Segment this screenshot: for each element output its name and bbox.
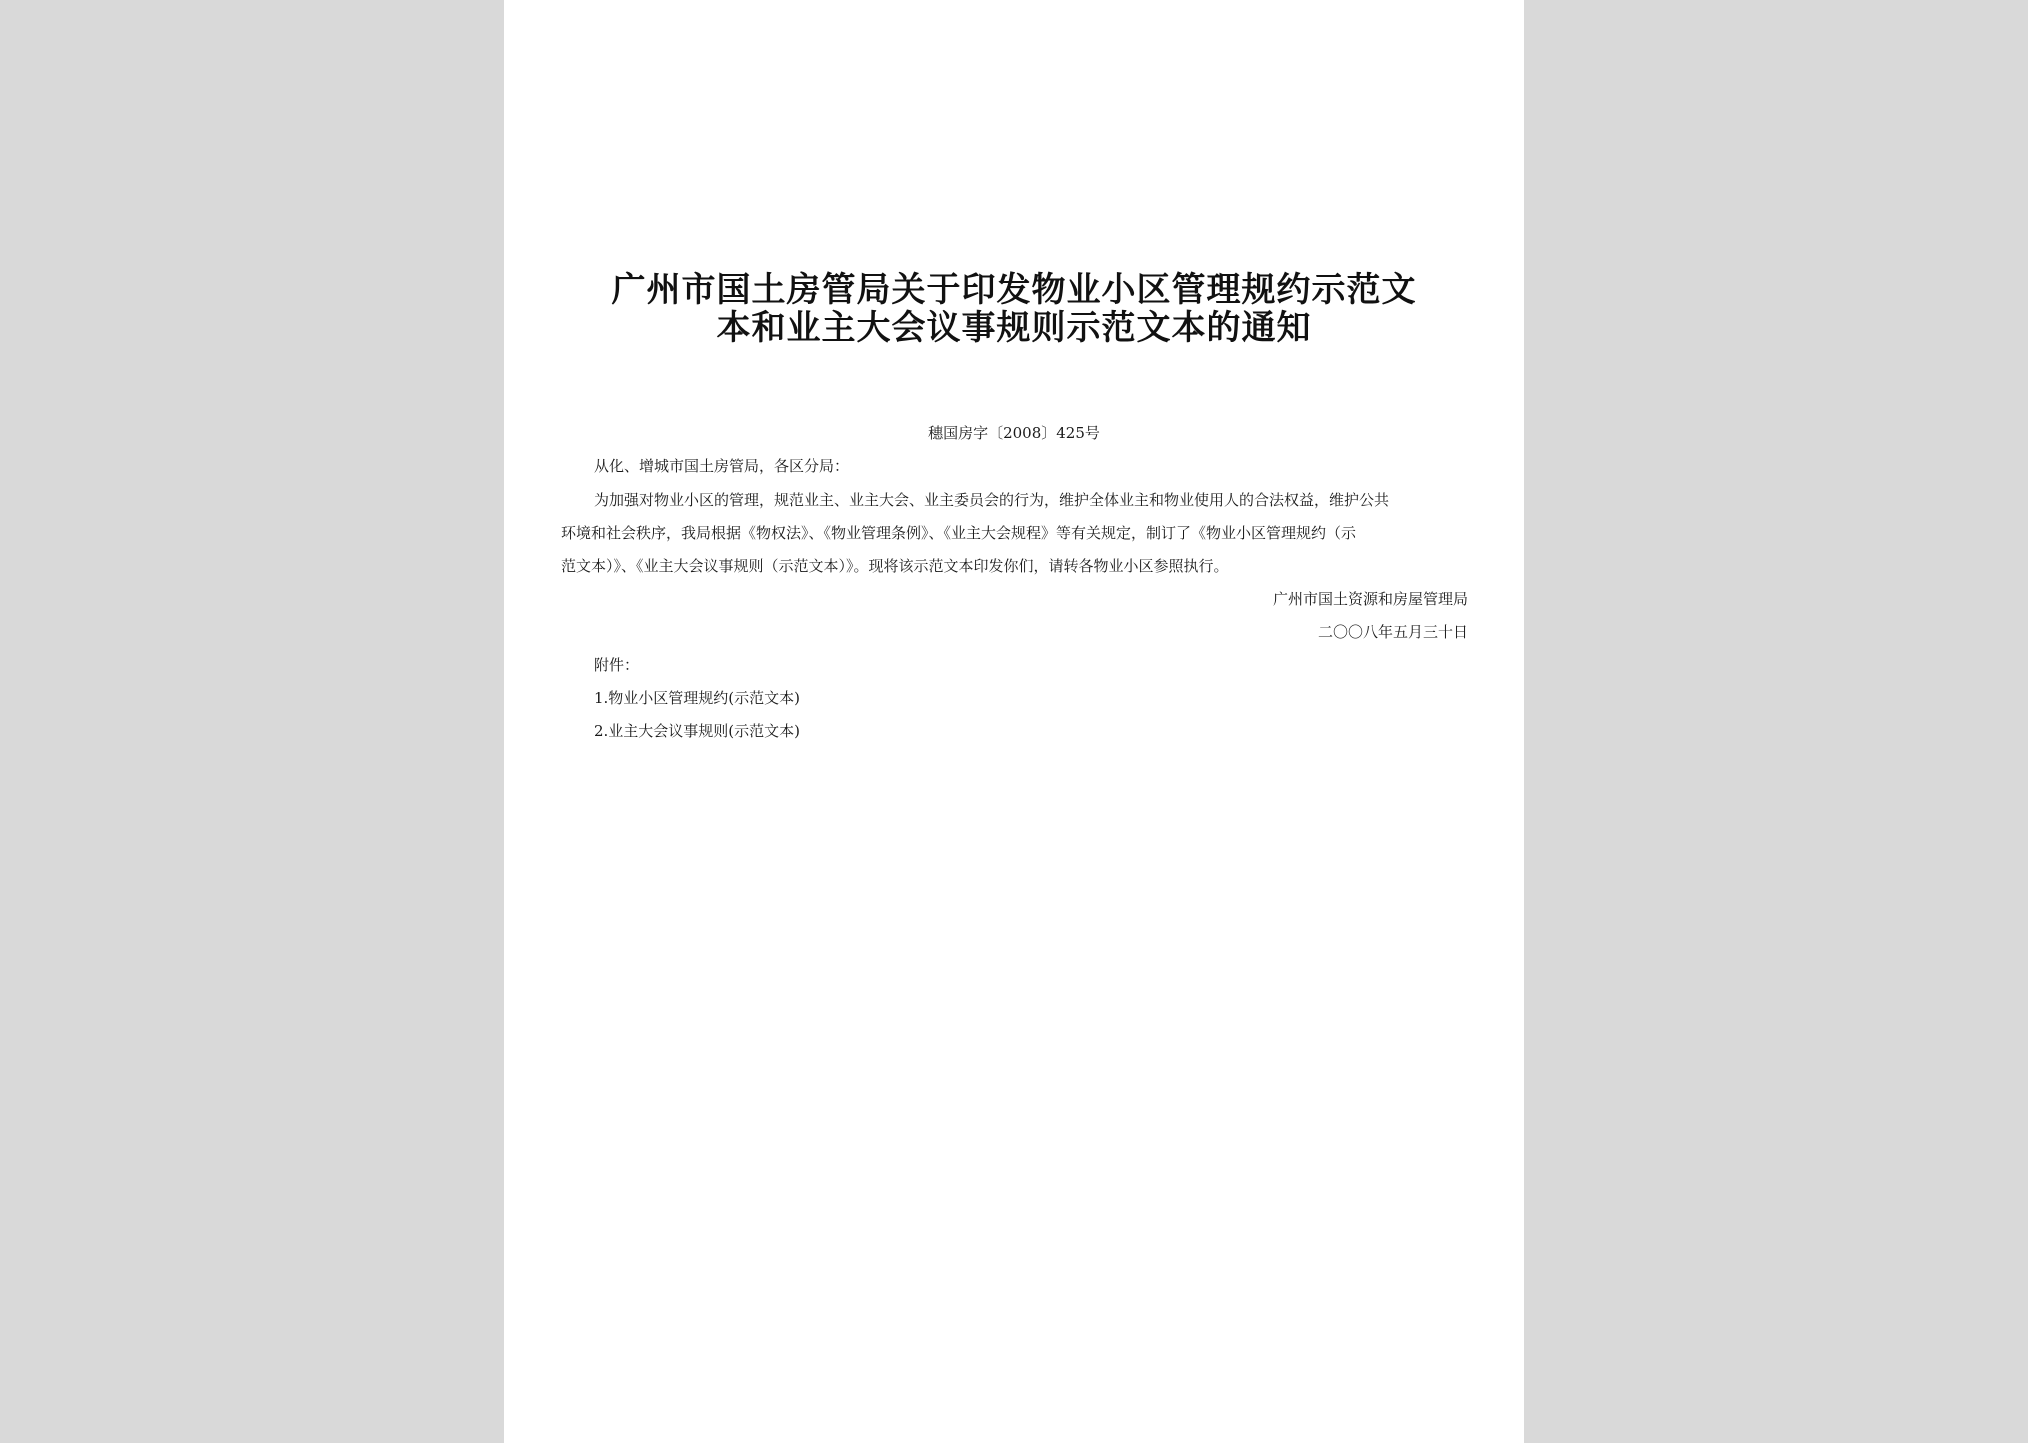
addressee: 从化、增城市国土房管局，各区分局： [594,457,850,475]
attachment-item: 2.业主大会议事规则(示范文本) [594,722,801,740]
attachment-item: 1.物业小区管理规约(示范文本) [594,689,801,707]
body-paragraph-line-2: 环境和社会秩序，我局根据《物权法》、《物业管理条例》、《业主大会规程》等有关规定，制订了《物业小区管理规约（示 [561,524,1357,542]
attachments-label: 附件： [594,656,640,674]
document-title-line-2: 本和业主大会议事规则示范文本的通知 [716,308,1312,348]
body-paragraph-line-1: 为加强对物业小区的管理，规范业主、业主大会、业主委员会的行为，维护全体业主和物业使用人的合法权益，维护公共 [594,491,1390,509]
issue-date: 二〇〇八年五月三十日 [1317,623,1468,641]
body-paragraph-line-3: 范文本）》、《业主大会议事规则（示范文本）》。现将该示范文本印发你们，请转各物业小区参照执行。 [561,557,1229,575]
document-title-line-1: 广州市国土房管局关于印发物业小区管理规约示范文 [611,270,1417,310]
signatory-organization: 广州市国土资源和房屋管理局 [1272,590,1468,608]
document-number: 穗国房字〔2008〕425号 [928,424,1100,442]
document-page [504,0,1524,1443]
